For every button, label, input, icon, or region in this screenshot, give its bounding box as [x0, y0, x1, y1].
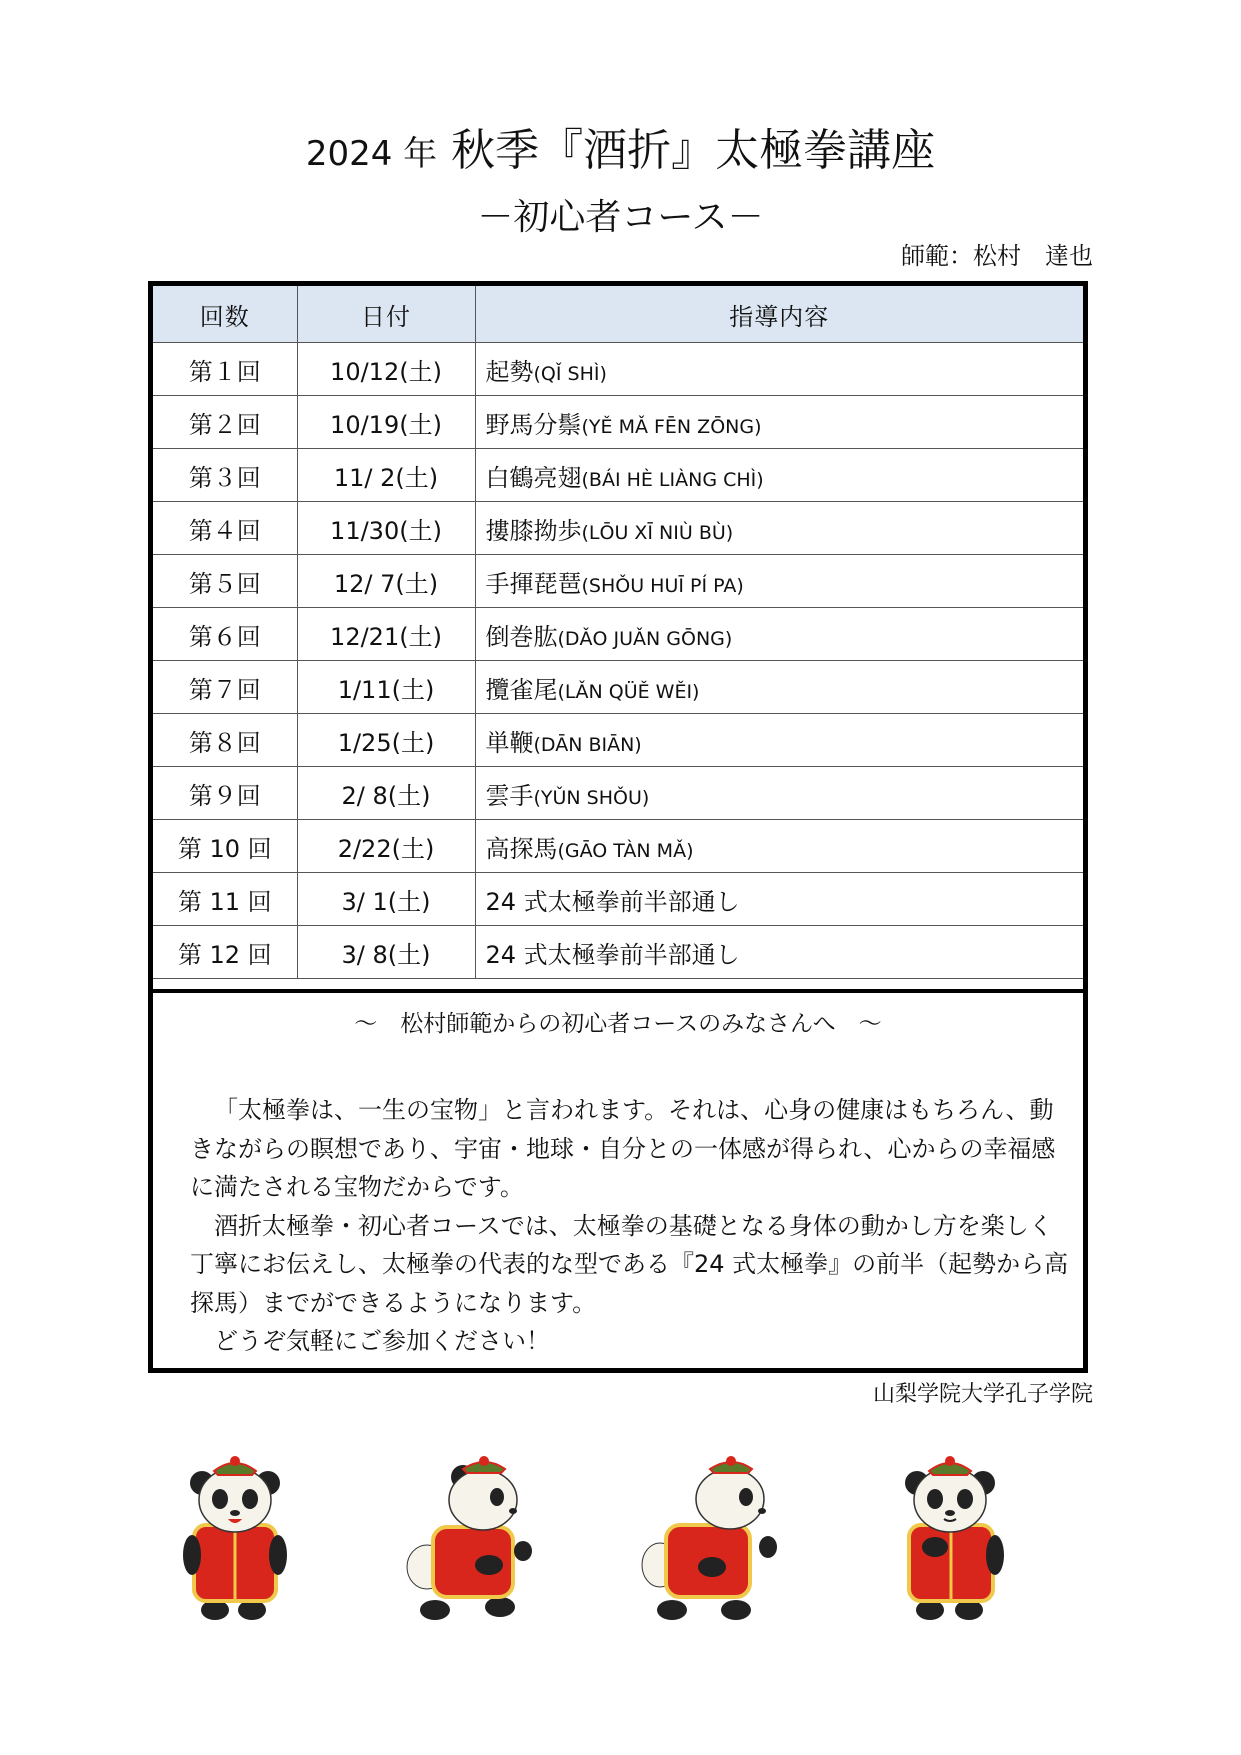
table-row: [153, 343, 1083, 396]
session-number: 第４回: [153, 502, 297, 555]
session-date: 3/ 8(土): [297, 926, 475, 979]
message-paragraph: 「太極拳は、一生の宝物」と言われます。それは、心身の健康はもちろん、動きながらの瞑想であり、宇宙・地球・自分との一体感が得られ、心からの幸福感に満たされる宝物だからです。: [190, 1096, 1056, 1201]
form-name: 24 式太極拳前半部通し: [485, 887, 740, 916]
session-content: [475, 926, 1083, 979]
title-year: 2024 年: [305, 134, 438, 174]
table-row: [153, 608, 1083, 661]
table-row: [153, 714, 1083, 767]
title-text: 秋季『酒折』太極拳講座: [451, 125, 936, 176]
table-row: [153, 926, 1083, 979]
session-number: 第８回: [153, 714, 297, 767]
session-content: [475, 767, 1083, 820]
form-pinyin: (LŌU XĪ NIÙ BÙ): [581, 521, 734, 544]
session-number: 第 10 回: [153, 820, 297, 873]
form-name: 野馬分鬃: [485, 410, 582, 439]
message-heading: ～ 松村師範からの初心者コースのみなさんへ ～: [354, 1011, 882, 1037]
session-content: [475, 555, 1083, 608]
organization-name: 山梨学院大学孔子学院: [872, 1382, 1093, 1407]
session-date: 1/11(土): [297, 661, 475, 714]
form-name: 白鶴亮翅: [485, 463, 582, 492]
column-header-session: 回数: [153, 286, 297, 343]
session-date: 11/ 2(土): [297, 449, 475, 502]
form-name: 雲手: [485, 781, 534, 810]
session-number: 第６回: [153, 608, 297, 661]
column-header-content: 指導内容: [475, 286, 1083, 343]
table-row: [153, 502, 1083, 555]
table-row: [153, 661, 1083, 714]
form-name: 攬雀尾: [485, 675, 558, 704]
panda-mascot-illustration: [405, 1455, 535, 1625]
form-pinyin: (YĚ MǍ FĒN ZŌNG): [581, 415, 762, 438]
session-content: [475, 502, 1083, 555]
form-name: 高探馬: [485, 834, 558, 863]
session-date: 11/30(土): [297, 502, 475, 555]
session-content: [475, 873, 1083, 926]
session-date: 12/ 7(土): [297, 555, 475, 608]
session-content: [475, 449, 1083, 502]
session-content: [475, 714, 1083, 767]
form-pinyin: (DǍO JUǍN GŌNG): [557, 627, 733, 650]
form-name: 単鞭: [485, 728, 534, 757]
form-name: 倒巻肱: [485, 622, 558, 651]
session-number: 第 12 回: [153, 926, 297, 979]
table-row: [153, 396, 1083, 449]
session-date: 10/19(土): [297, 396, 475, 449]
form-name: 手揮琵琶: [485, 569, 582, 598]
page-title: [0, 124, 1241, 181]
table-row: [153, 873, 1083, 926]
session-date: 10/12(土): [297, 343, 475, 396]
session-content: [475, 820, 1083, 873]
table-row: [153, 820, 1083, 873]
schedule-table: [153, 286, 1083, 979]
session-date: 3/ 1(土): [297, 873, 475, 926]
form-name: 起勢: [485, 357, 534, 386]
form-name: 摟膝拗歩: [485, 516, 582, 545]
page-subtitle: －初心者コース－: [477, 197, 764, 238]
session-number: 第２回: [153, 396, 297, 449]
form-pinyin: (SHǑU HUĪ PÍ PA): [581, 574, 744, 597]
table-row: [153, 555, 1083, 608]
session-content: [475, 396, 1083, 449]
form-pinyin: (LǍN QÜĚ WĚI): [557, 680, 700, 703]
form-name: 24 式太極拳前半部通し: [485, 940, 740, 969]
session-content: [475, 343, 1083, 396]
course-frame: [148, 281, 1088, 1373]
form-pinyin: (DĀN BIĀN): [533, 733, 642, 756]
table-row: [153, 449, 1083, 502]
section-divider: [153, 989, 1083, 993]
table-row: [153, 767, 1083, 820]
session-number: 第７回: [153, 661, 297, 714]
session-number: 第３回: [153, 449, 297, 502]
table-header-row: [153, 286, 1083, 343]
message-paragraph: 酒折太極拳・初心者コースでは、太極拳の基礎となる身体の動かし方を楽しく丁寧にお伝えし、太極拳の代表的な型である『24 式太極拳』の前半（起勢から高探馬）までができるようになります。: [190, 1211, 1069, 1317]
session-number: 第 11 回: [153, 873, 297, 926]
session-date: 1/25(土): [297, 714, 475, 767]
instructor-name: 師範：松村 達也: [901, 242, 1093, 270]
form-pinyin: (GĀO TÀN MǍ): [557, 839, 694, 862]
session-number: 第９回: [153, 767, 297, 820]
form-pinyin: (YǓN SHǑU): [533, 786, 650, 809]
session-number: 第５回: [153, 555, 297, 608]
panda-mascot-illustration: [640, 1455, 780, 1625]
session-content: [475, 661, 1083, 714]
session-date: 2/22(土): [297, 820, 475, 873]
message-body: [190, 1091, 1070, 1361]
form-pinyin: (QǏ SHÌ): [533, 362, 607, 385]
message-paragraph: どうぞ気軽にご参加ください！: [214, 1327, 550, 1355]
column-header-date: 日付: [297, 286, 475, 343]
form-pinyin: (BÁI HÈ LIÀNG CHÌ): [581, 468, 764, 491]
panda-mascot-illustration: [895, 1455, 1005, 1625]
session-date: 12/21(土): [297, 608, 475, 661]
session-number: 第１回: [153, 343, 297, 396]
session-content: [475, 608, 1083, 661]
session-date: 2/ 8(土): [297, 767, 475, 820]
panda-mascot-illustration: [180, 1455, 290, 1625]
